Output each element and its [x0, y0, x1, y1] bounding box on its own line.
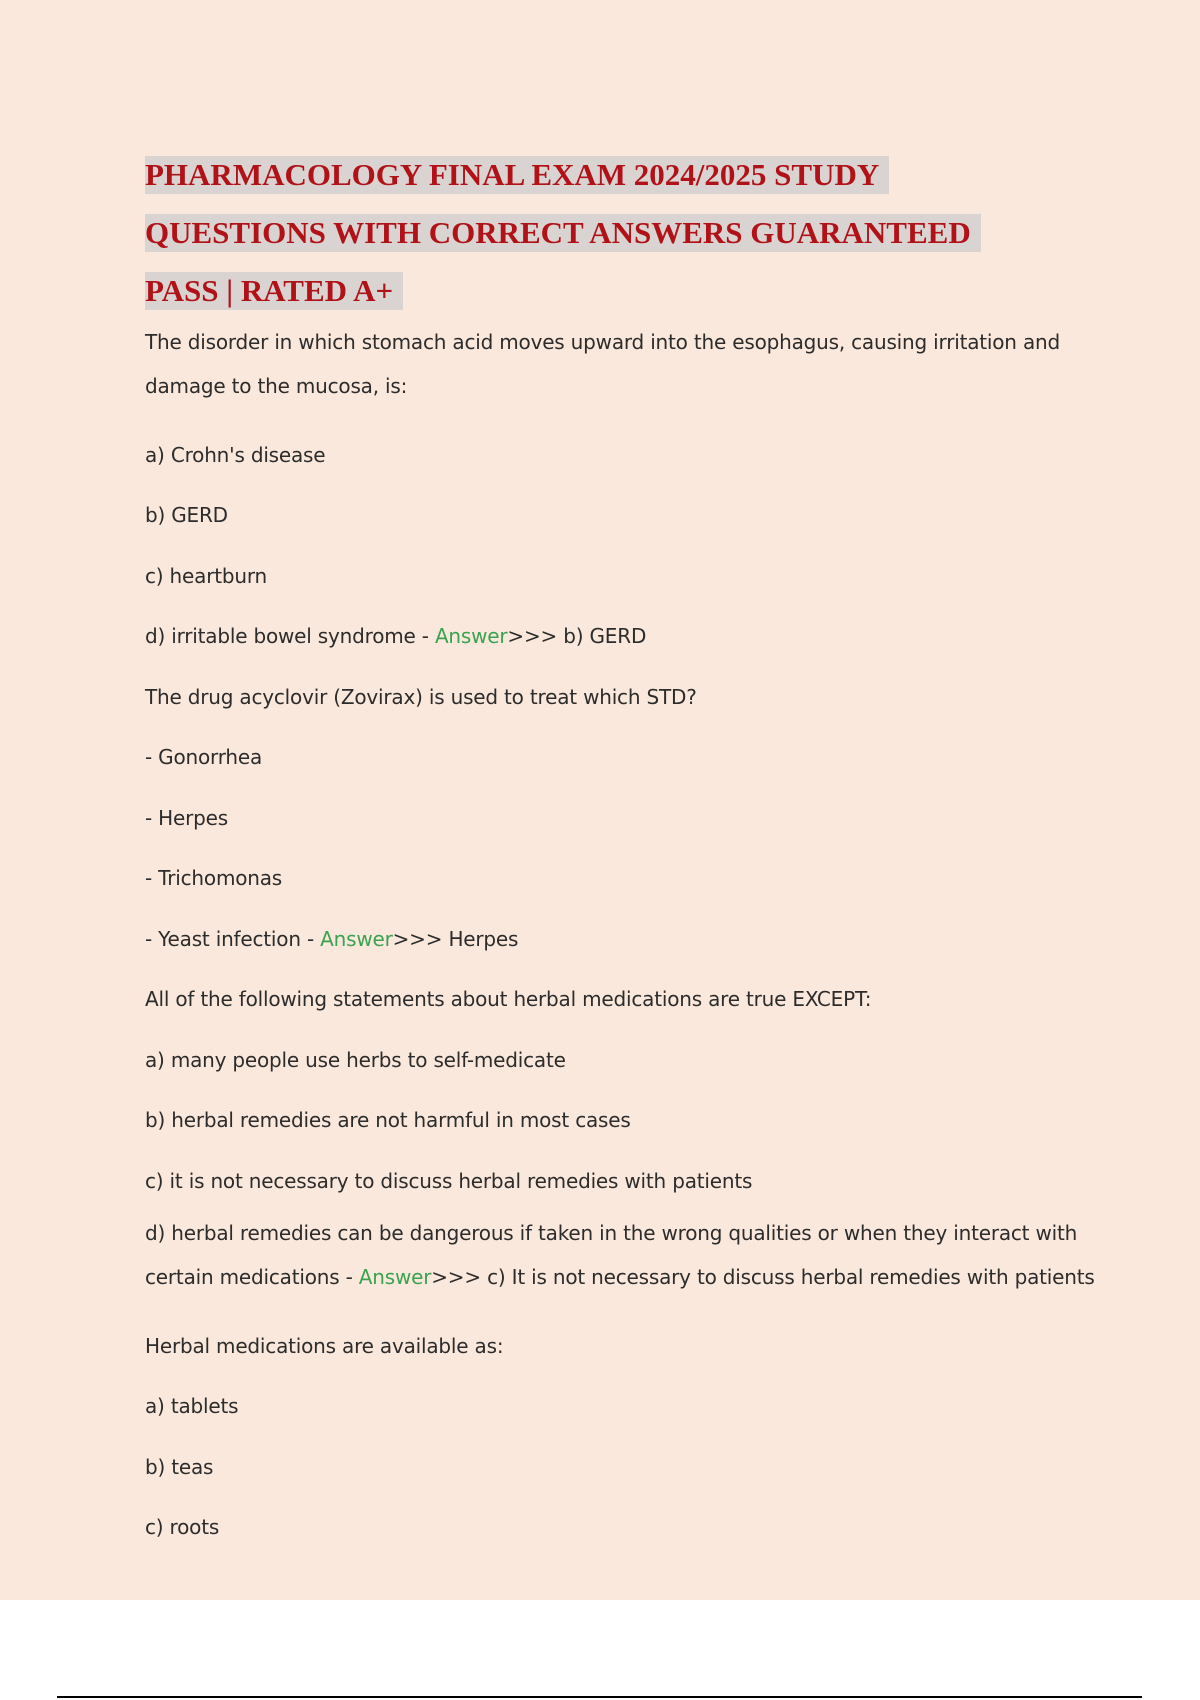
title-line: PHARMACOLOGY FINAL EXAM 2024/2025 STUDY [145, 156, 889, 194]
answer-option-with-answer [145, 1255, 1095, 1316]
footer-divider [57, 1696, 1142, 1698]
answer-label: Answer [358, 1265, 432, 1289]
answer-option-text: - Yeast infection - [145, 926, 321, 951]
answer-option: c) roots [145, 1515, 220, 1539]
answer-option: - Trichomonas [145, 866, 283, 890]
correct-answer: >>> Herpes [392, 926, 519, 951]
answer-option-with-answer [145, 606, 1085, 667]
question-stem: The drug acyclovir (Zovirax) is used to treat which STD? [145, 684, 697, 709]
answer-option: a) Crohn's disease [145, 442, 326, 467]
correct-answer: >>> b) GERD [507, 624, 647, 648]
question-3 [145, 969, 1095, 1316]
answer-option: a) tablets [145, 1394, 239, 1418]
title-line: PASS | RATED A+ [145, 272, 403, 310]
document-title [145, 146, 1085, 320]
question-4 [145, 1316, 1085, 1558]
answer-option-with-answer [145, 909, 1085, 970]
answer-option: b) teas [145, 1454, 214, 1479]
answer-option-text: d) irritable bowel syndrome - [145, 624, 435, 648]
question-1 [145, 320, 1085, 667]
answer-option: c) it is not necessary to discuss herbal remedies with patients [145, 1168, 753, 1193]
answer-option: a) many people use herbs to self-medicate [145, 1047, 566, 1072]
answer-option: c) heartburn [145, 563, 267, 588]
page-content [145, 146, 1095, 1558]
answer-option: - Gonorrhea [145, 745, 262, 769]
answer-option: - Herpes [145, 805, 228, 830]
title-line: QUESTIONS WITH CORRECT ANSWERS GUARANTEED [145, 214, 981, 252]
question-stem: Herbal medications are available as: [145, 1333, 504, 1358]
answer-label: Answer [320, 926, 393, 951]
answer-option-text: certain medications - [145, 1265, 359, 1289]
answer-option: b) GERD [145, 503, 228, 527]
answer-label: Answer [434, 624, 508, 648]
question-stem: damage to the mucosa, is: [145, 374, 408, 398]
question-stem: All of the following statements about herbal medications are true EXCEPT: [145, 987, 872, 1011]
answer-option: d) herbal remedies can be dangerous if taken in the wrong qualities or when they interact with [145, 1221, 1078, 1245]
question-2 [145, 667, 1085, 970]
question-stem: The disorder in which stomach acid moves upward into the esophagus, causing irritation and [145, 330, 1060, 354]
correct-answer: >>> c) It is not necessary to discuss herbal remedies with patients [431, 1265, 1095, 1289]
answer-option: b) herbal remedies are not harmful in most cases [145, 1108, 631, 1132]
